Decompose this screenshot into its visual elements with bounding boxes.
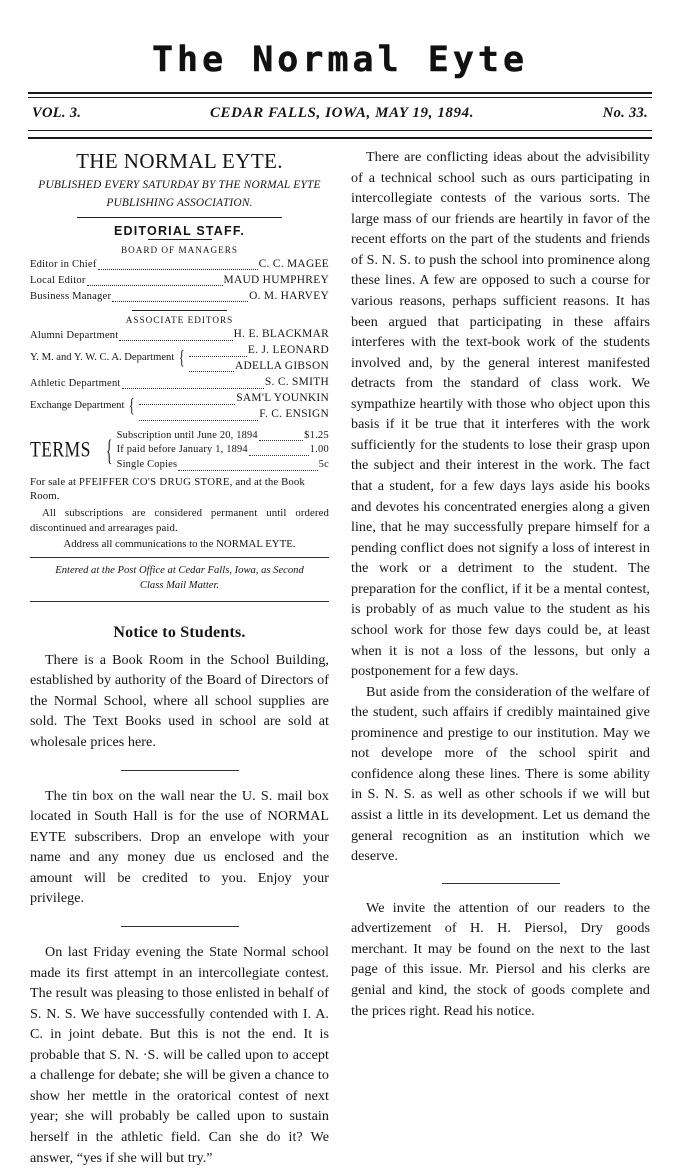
staff-role: Athletic Department (30, 377, 121, 389)
terms-price: 1.00 (309, 444, 329, 456)
board-of-managers-heading: BOARD OF MANAGERS (120, 244, 239, 255)
masthead-rule-bottom-thin (28, 130, 652, 131)
staff-role: Exchange Department (30, 400, 125, 412)
newspaper-title: The Normal Eyte (151, 40, 529, 80)
staff-row (30, 326, 329, 342)
associate-editors-heading: ASSOCIATE EDITORS (125, 315, 234, 326)
staff-role: Local Editor (30, 275, 86, 287)
dot-leader (259, 433, 303, 441)
staff-name: F. C. ENSIGN (259, 407, 329, 420)
for-sale-suffix: , and at the Book Room. (30, 475, 305, 503)
dot-leader (139, 412, 258, 421)
address-paper-name: NORMAL EYTE (216, 538, 293, 551)
editorial-staff-underline (148, 239, 212, 240)
for-sale-note (30, 475, 329, 504)
right-column (351, 147, 650, 1168)
staff-row (30, 272, 329, 288)
staff-role: Business Manager (30, 291, 112, 303)
terms-row (117, 429, 329, 444)
nameplate-paper-name: THE NORMAL EYTE. (76, 149, 283, 173)
masthead (0, 0, 680, 86)
staff-name: O. M. HARVEY (249, 290, 329, 303)
dot-leader (189, 364, 234, 373)
tin-box-text-2: subscribers. Drop an envelope with your name and any money due us enclosed and the amount will be credited to you. Enjoy your privilege. (30, 828, 329, 907)
associate-editors-list (30, 326, 329, 422)
tin-box-text-1: The tin box on the wall near the U. S. mail box located in South Hall is for the use of (30, 787, 329, 825)
article-divider (121, 770, 239, 771)
terms-price: 5c (318, 459, 329, 471)
entered-line-2: Class Mail Matter. (139, 579, 220, 591)
nameplate-published-line-2: PUBLISHING ASSOCIATION. (106, 197, 253, 210)
left-column (30, 147, 329, 1168)
staff-row (30, 256, 329, 272)
staff-role: Y. M. and Y. W. C. A. Department (30, 352, 175, 364)
terms-row (117, 458, 329, 473)
brace-glyph: { (106, 434, 113, 468)
staff-role: Alumni Department (30, 329, 119, 341)
notice-to-students-title: Notice to Students. (113, 623, 246, 641)
dot-leader (119, 332, 232, 341)
dot-leader (189, 348, 247, 357)
dot-leader (98, 261, 258, 270)
terms-description: Single Copies (116, 459, 178, 471)
contest-paragraph: On last Friday evening the State Normal school made its first attempt in an intercollegiate contest. The result was pleasing to those enlisted in behalf of S. N. S. We have successfully contended with I. A. C. in joint debate. But this is not the end. It is probable that S. N. ·S. will be called upon to accept a challenge for debate; she will be given a chance to show her mettle in the oratorical contest of next year; she will probably be called upon to sustain herself in the athletic field. Can she do it? We answer, “yes if she will but try.” (30, 943, 329, 1166)
board-of-managers-list (30, 256, 329, 305)
dot-leader (122, 380, 264, 389)
staff-name: ADELLA GIBSON (234, 359, 329, 372)
staff-name: MAUD HUMPHREY (223, 273, 329, 286)
staff-row-paired (30, 391, 329, 423)
staff-name: E. J. LEONARD (247, 343, 329, 356)
entered-line-1: Entered at the Post Office at Cedar Falls, Iowa, as Second (55, 565, 304, 577)
notice-to-students-body: There is a Book Room in the School Building, established by authority of the Board of Directors of the Normal School, where all school supplies are sold. The Text Books used in school are sold at wholesale prices here. (30, 651, 329, 751)
volume-bar (30, 98, 650, 128)
editorial-paragraph: There are conflicting ideas about the advisibility of a technical school such as ours participating in intercollegiate contests of the various sorts. The large mass of our friends are heartily in favor of the recent efforts on the part of the students and friends of S. N. S. to push the school into prominence along these lines. A few are opposed to such a course for various reasons, perhaps sufficient reasons. It has been argued that participating in these affairs interferes with the text-book work of the students involved and, by the general interest manifested detracts from the standard of class work. We sympathize heartily with those who object upon this basis if it be true that it interferes with the work sufficiently for the students to lose their grasp upon the subject and their interest in the work. The fact that a student, for a few days lays aside his books and devotes his concentrated energies along a given line, that he may successfully prepare himself for a pending conflict does not signify a loss of interest in the work or a detriment to the student. The preparation for the conflict, if it be a mental contest, is probably of as much value to the student as his school work for those few days could be, at least when it is not a loss of the lessons, but only a postponement for a few days. (351, 149, 650, 680)
article-divider (121, 926, 239, 927)
article-divider (442, 883, 560, 884)
terms-label: TERMS (30, 437, 91, 463)
terms-description: Subscription until June 20, 1894 (116, 429, 258, 441)
nameplate-published-line-1: PUBLISHED EVERY SATURDAY BY THE NORMAL EYTE (38, 179, 321, 191)
dot-leader (249, 448, 309, 456)
address-suffix: . (292, 538, 296, 551)
staff-name: C. C. MAGEE (258, 257, 329, 270)
staff-row (30, 374, 329, 390)
terms-row (117, 443, 329, 458)
staff-row (30, 288, 329, 304)
editorial-staff-heading: EDITORIAL STAFF. (113, 223, 245, 238)
for-sale-prefix: For sale at (30, 475, 79, 488)
nameplate-divider (77, 217, 282, 218)
tin-box-paper-name: NORMAL EYTE (30, 808, 329, 845)
columns-container (30, 147, 650, 1168)
staff-name: SAM'L YOUNKIN (236, 391, 329, 404)
staff-row-paired (30, 343, 329, 375)
terms-description: If paid before January 1, 1894 (116, 444, 248, 456)
volume-number: VOL. 3. (32, 104, 82, 121)
issue-number: No. 33. (602, 104, 648, 121)
brace-glyph: { (179, 347, 185, 369)
entered-at-post-office-notice (30, 557, 329, 602)
welfare-paragraph: But aside from the consideration of the welfare of the student, such affairs if credibly maintained give prominence and prestige to our institution. May we not develope more of the school spirit and confidence along these lines. There is some ability in S. N. S. as well as other schools if we will but assist a little in its development. Let us demand the general recognition as an institution which we deserve. (351, 683, 650, 865)
terms-price: $1.25 (304, 429, 329, 441)
dot-leader (112, 294, 248, 303)
address-prefix: Address all communications to the (63, 538, 217, 551)
staff-role: Editor in Chief (30, 258, 97, 270)
staff-name: S. C. SMITH (264, 376, 329, 389)
for-sale-store: PFEIFFER CO'S DRUG STORE (78, 475, 230, 488)
place-and-date: CEDAR FALLS, IOWA, MAY 19, 1894. (209, 104, 475, 121)
dot-leader (87, 278, 223, 287)
tin-box-paragraph (30, 786, 329, 909)
advertisement-paragraph: We invite the attention of our readers to the advertizement of H. H. Piersol, Dry goods merchant. It may be found on the next to the last page of this issue. Mr. Piersol and his clerks are genial and kind, the stock of goods complete and the prices right. Read his notice. (351, 899, 650, 1019)
staff-name: H. E. BLACKMAR (233, 328, 329, 341)
masthead-rule-bottom (28, 137, 652, 139)
dot-leader (139, 396, 235, 405)
dot-leader (178, 462, 317, 470)
address-note (30, 538, 329, 550)
masthead-rule-top (28, 92, 652, 94)
subscriptions-note: All subscriptions are considered permanent until ordered discontinued and arrearages paid. (30, 507, 329, 534)
terms-block (30, 429, 329, 473)
managers-divider (132, 310, 227, 311)
brace-glyph: { (129, 395, 136, 418)
